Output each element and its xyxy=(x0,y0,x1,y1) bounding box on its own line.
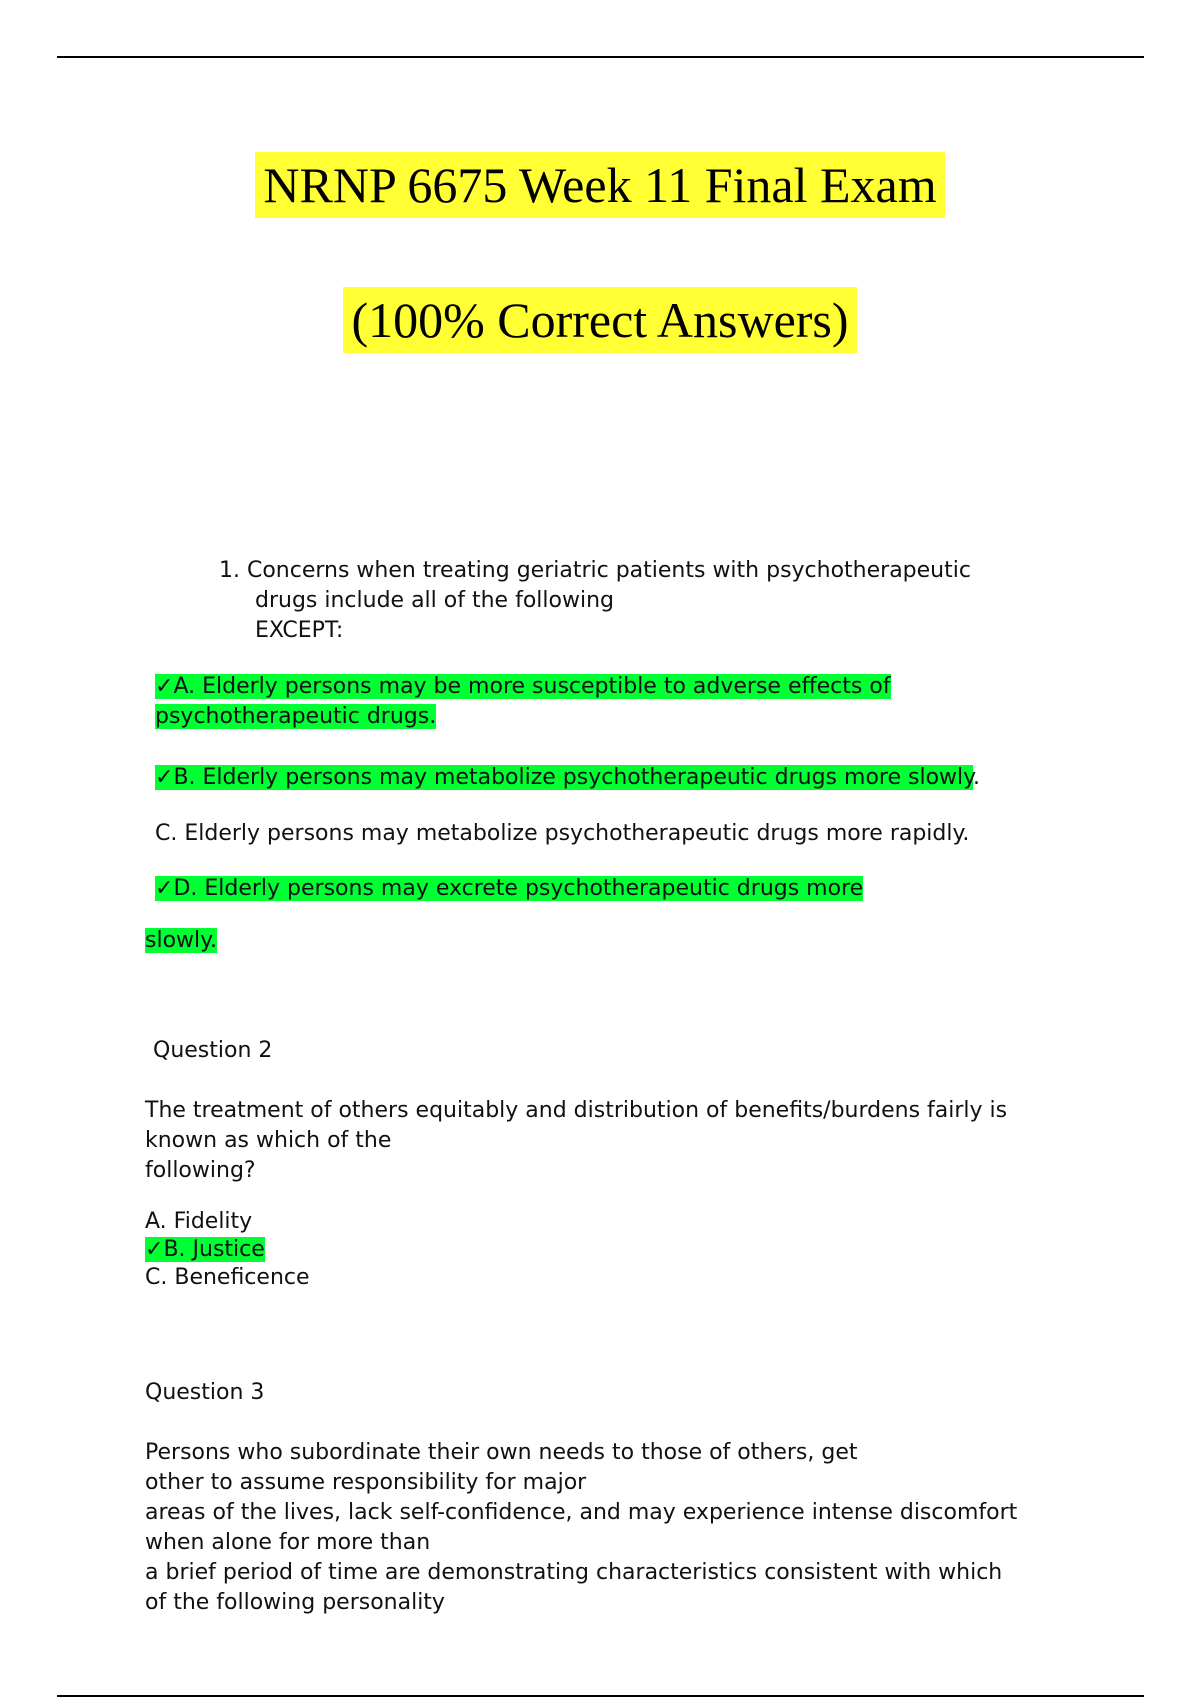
title-row-2 xyxy=(0,287,1200,353)
check-icon xyxy=(145,1237,163,1262)
q2-stem-line-2: known as which of the xyxy=(145,1128,392,1153)
q3-stem-line-3: areas of the lives, lack self-confidence, and may experience intense discomfort xyxy=(145,1500,1018,1525)
q1-option-a-line-2: psychotherapeutic drugs. xyxy=(155,704,437,729)
q1-stem-line-3: EXCEPT: xyxy=(255,618,344,643)
top-rule xyxy=(57,56,1144,58)
q3-stem-line-5: a brief period of time are demonstrating characteristics consistent with which xyxy=(145,1560,1003,1585)
q2-option-c: C. Beneficence xyxy=(145,1265,310,1290)
check-icon xyxy=(155,876,173,901)
q2-stem-line-3: following? xyxy=(145,1158,256,1183)
title-row-1 xyxy=(0,152,1200,218)
q3-stem-line-4: when alone for more than xyxy=(145,1530,431,1555)
q2-heading: Question 2 xyxy=(153,1038,273,1063)
q2-option-a: A. Fidelity xyxy=(145,1209,253,1234)
q1-option-a-line-1: ✓ A. Elderly persons may be more susceptible to adverse effects of xyxy=(155,672,891,702)
q1-stem-line-1: 1. Concerns when treating geriatric patients with psychotherapeutic xyxy=(219,558,971,583)
q1-option-c: C. Elderly persons may metabolize psychotherapeutic drugs more rapidly. xyxy=(155,821,970,846)
page-title: NRNP 6675 Week 11 Final Exam xyxy=(255,152,944,218)
q3-stem-line-1: Persons who subordinate their own needs to those of others, get xyxy=(145,1440,858,1465)
q1-option-d-line-1: ✓ D. Elderly persons may excrete psychotherapeutic drugs more xyxy=(155,874,863,904)
q1-option-b: ✓ B. Elderly persons may metabolize psychotherapeutic drugs more slowly. xyxy=(155,763,980,793)
page-subtitle: (100% Correct Answers) xyxy=(343,287,856,353)
q2-stem-line-1: The treatment of others equitably and distribution of benefits/burdens fairly is xyxy=(145,1098,1008,1123)
q3-stem-line-6: of the following personality xyxy=(145,1590,445,1615)
q1-option-d-line-2: slowly. xyxy=(145,928,218,953)
q3-stem-line-2: other to assume responsibility for major xyxy=(145,1470,587,1495)
bottom-rule xyxy=(57,1695,1144,1697)
check-icon xyxy=(155,674,173,699)
q2-option-b: ✓ B. Justice xyxy=(145,1235,265,1265)
q3-heading: Question 3 xyxy=(145,1380,265,1405)
check-icon xyxy=(155,765,173,790)
q1-stem-line-2: drugs include all of the following xyxy=(255,588,614,613)
